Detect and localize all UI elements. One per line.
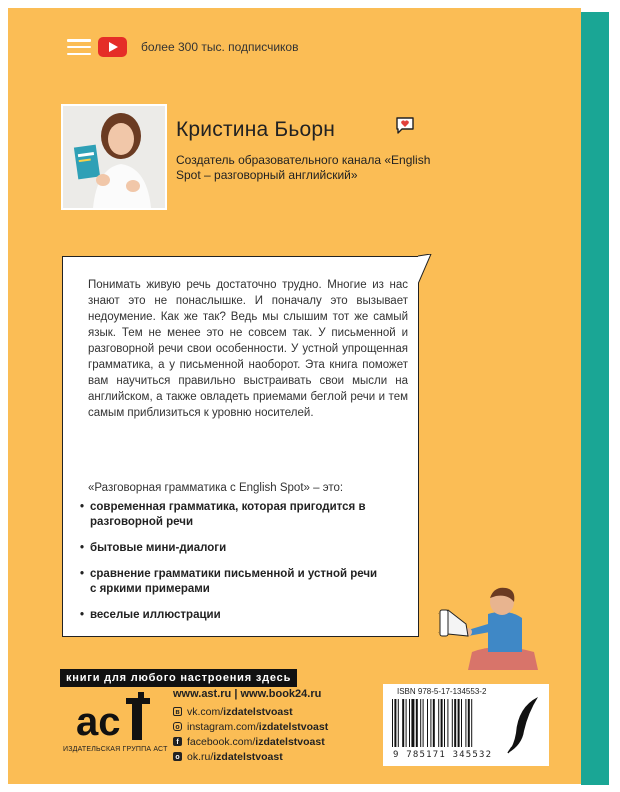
barcode-digits: 9 785171 345532 xyxy=(393,750,493,760)
odnoklassniki-icon: o xyxy=(173,752,182,761)
list-item: • веселые иллюстрации xyxy=(80,609,221,621)
features-intro: «Разговорная грамматика с English Spot» – это: xyxy=(88,482,344,494)
boy-megaphone-illustration xyxy=(438,580,543,670)
publisher-name: ИЗДАТЕЛЬСКАЯ ГРУППА АСТ xyxy=(63,746,168,753)
quill-logo xyxy=(504,695,544,755)
list-item: • современная грамматика, которая пригодится в разговорной речи xyxy=(80,501,366,528)
facebook-icon: f xyxy=(173,737,182,746)
isbn-number: ISBN 978-5-17-134553-2 xyxy=(397,687,487,696)
subscriber-count: более 300 тыс. подписчиков xyxy=(141,40,299,54)
author-photo xyxy=(61,104,167,210)
feature-list xyxy=(80,500,380,634)
description-paragraph: Понимать живую речь достаточно трудно. Многие из нас знают это не понаслышке. И поначалу это вызывает недоумение. Как же так? Ведь мы слышим тот же самый язык. Тем не менее это не совсем так. У письменной и разговорной речи свои особенности. У устной упрощенная грамматика, а у письменной наоборот. Эта книга поможет вам научиться правильно выстраивать свои мысли на английском, а также овладеть приемами беглой речи и тем самым приблизиться к уровню носителей. xyxy=(88,279,408,419)
list-item: • сравнение грамматики письменной и устной речи с яркими примерами xyxy=(80,568,378,595)
instagram-icon: o xyxy=(173,722,182,731)
vk-icon: в xyxy=(173,707,182,716)
ast-logo xyxy=(76,690,156,745)
social-link-vk[interactable]: в vk.com/ izdatelstvoast xyxy=(173,704,328,719)
social-header xyxy=(67,38,298,56)
social-link-ok[interactable]: o ok.ru/ izdatelstvoast xyxy=(173,749,328,764)
youtube-icon xyxy=(98,37,127,57)
author-name: Кристина Бьорн xyxy=(176,118,336,141)
barcode xyxy=(392,699,500,749)
social-link-instagram[interactable]: o instagram.com/ izdatelstvoast xyxy=(173,719,328,734)
website-urls: www.ast.ru | www.book24.ru xyxy=(173,688,322,700)
social-link-facebook[interactable]: f facebook.com/ izdatelstvoast xyxy=(173,734,328,749)
svg-text:ac: ac xyxy=(76,700,121,744)
chat-heart-icon xyxy=(395,116,415,139)
speech-bubble-tail xyxy=(418,254,432,290)
author-description: Создатель образовательного канала «English Spot – разговорный английский» xyxy=(176,153,431,182)
slogan-banner: книги для любого настроения здесь xyxy=(60,669,297,687)
social-links xyxy=(173,704,328,764)
menu-lines-icon xyxy=(67,39,91,55)
list-item: • бытовые мини-диалоги xyxy=(80,542,227,554)
book-spine xyxy=(581,12,609,785)
